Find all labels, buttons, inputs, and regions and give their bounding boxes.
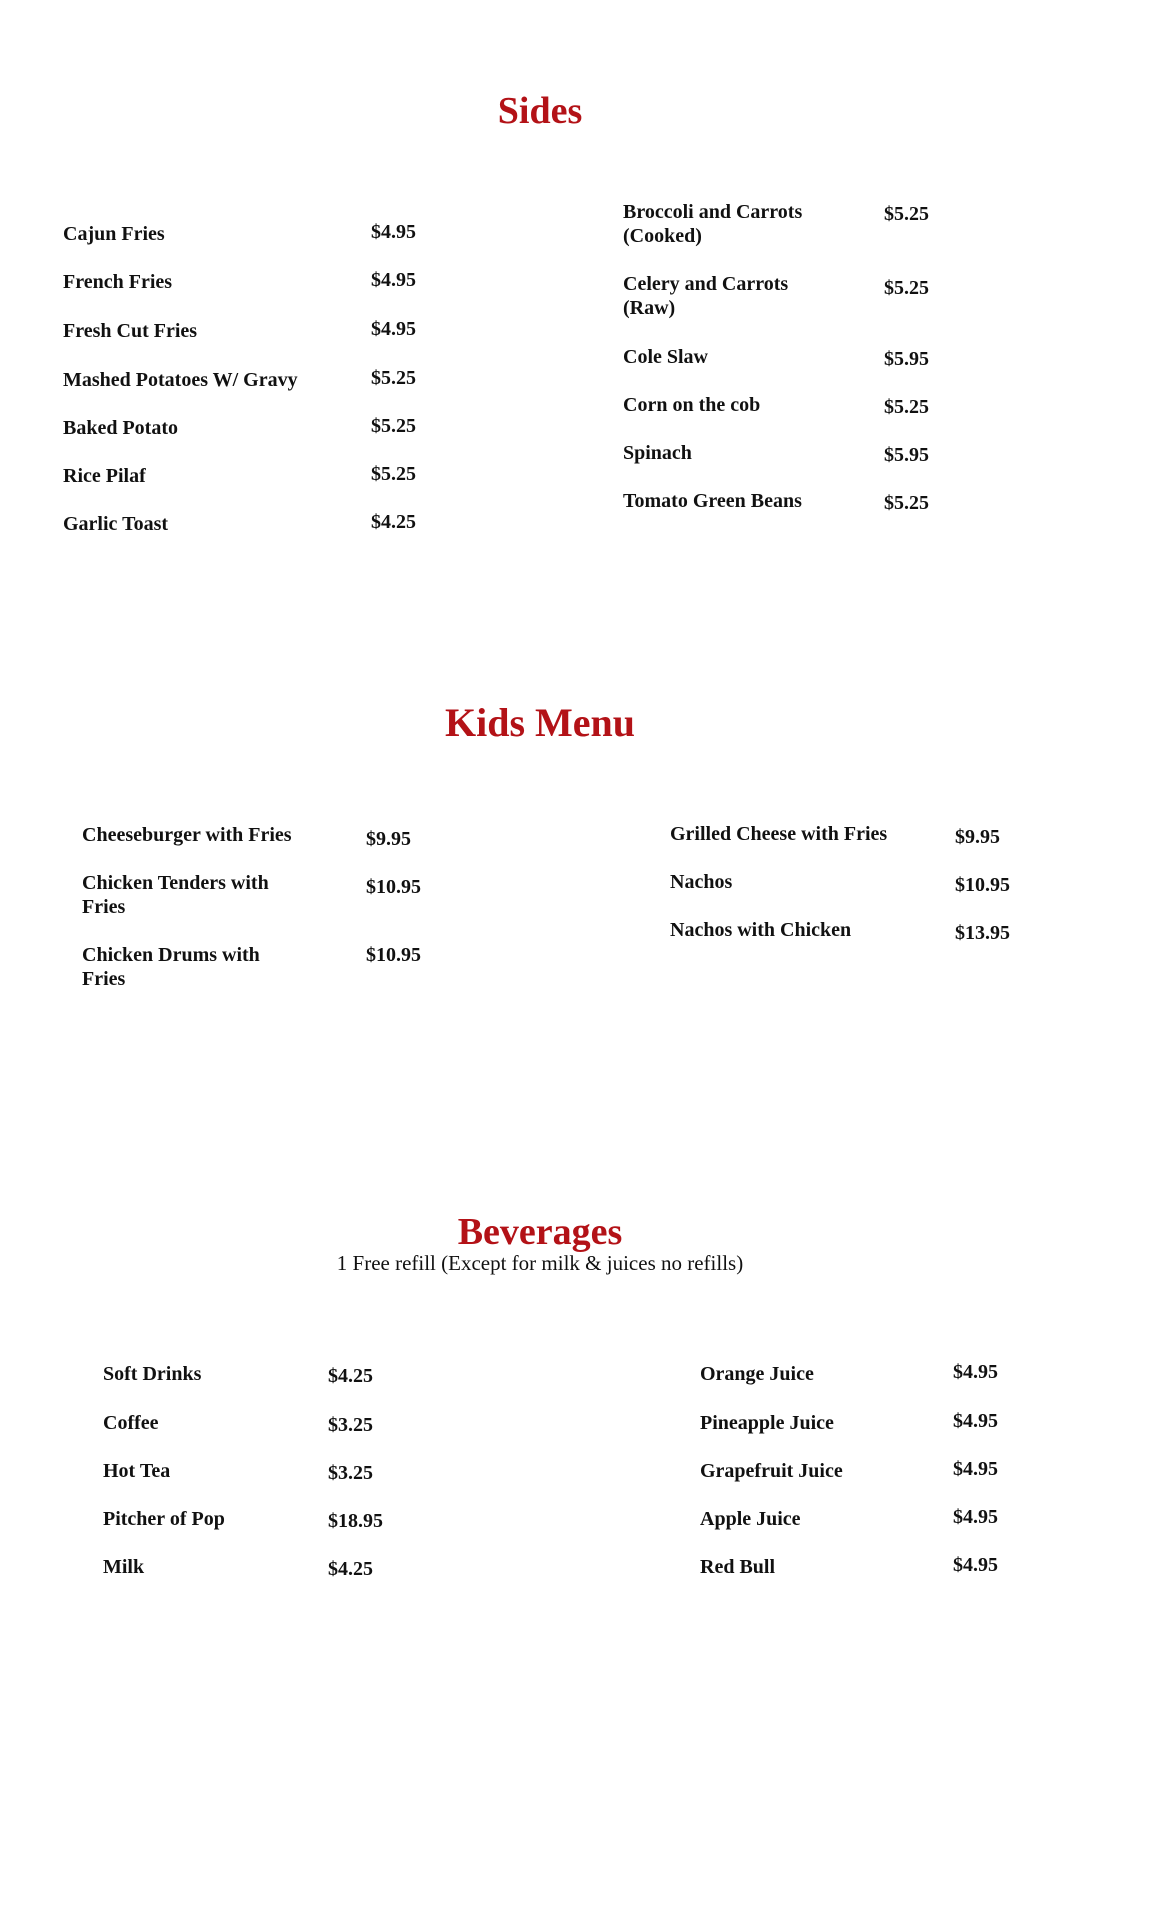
item-price: $5.25 — [884, 396, 929, 418]
item-name: Baked Potato — [63, 417, 178, 439]
menu-item — [700, 1411, 1080, 1459]
item-price: $10.95 — [366, 944, 421, 966]
sides-left-column — [63, 222, 443, 560]
item-price: $4.95 — [953, 1554, 998, 1576]
item-name: Grilled Cheese with Fries — [670, 823, 888, 845]
item-name: Pitcher of Pop — [103, 1508, 225, 1530]
item-name: Chicken Tenders with Fries — [82, 872, 269, 918]
menu-item — [82, 871, 462, 943]
menu-item — [82, 823, 462, 871]
menu-item — [623, 489, 1023, 537]
sides-heading: Sides — [497, 90, 583, 132]
menu-item — [623, 441, 1023, 489]
item-price: $10.95 — [955, 874, 1010, 896]
item-name: Broccoli and Carrots (Cooked) — [623, 201, 803, 247]
item-price: $18.95 — [328, 1510, 383, 1532]
item-name: Cole Slaw — [623, 346, 708, 368]
item-name: Coffee — [103, 1412, 159, 1434]
beverages-heading: Beverages — [457, 1211, 623, 1253]
item-price: $3.25 — [328, 1414, 373, 1436]
menu-item — [700, 1507, 1080, 1555]
item-price: $5.25 — [884, 277, 929, 299]
kids-right-column — [670, 822, 1070, 966]
menu-item — [103, 1411, 483, 1459]
kids-left-column — [82, 823, 462, 1015]
item-price: $4.95 — [953, 1410, 998, 1432]
menu-item — [103, 1362, 483, 1411]
menu-item — [63, 222, 443, 270]
item-name: Nachos with Chicken — [670, 919, 852, 941]
item-name: Tomato Green Beans — [623, 490, 802, 512]
item-price: $9.95 — [366, 828, 411, 850]
item-name: Orange Juice — [700, 1363, 814, 1385]
item-price: $9.95 — [955, 826, 1000, 848]
item-price: $4.95 — [371, 318, 416, 340]
item-name: French Fries — [63, 271, 173, 293]
menu-item — [700, 1459, 1080, 1507]
menu-item — [623, 393, 1023, 441]
menu-item — [103, 1555, 483, 1603]
item-name: Chicken Drums with Fries — [82, 944, 260, 990]
menu-item — [63, 416, 443, 464]
item-price: $4.25 — [371, 511, 416, 533]
item-price: $4.95 — [953, 1458, 998, 1480]
item-name: Celery and Carrots (Raw) — [623, 273, 789, 319]
item-name: Nachos — [670, 871, 733, 893]
item-price: $13.95 — [955, 922, 1010, 944]
item-price: $5.25 — [371, 415, 416, 437]
item-name: Corn on the cob — [623, 394, 761, 416]
beverages-refill-note: 1 Free refill (Except for milk & juices no refills) — [336, 1251, 744, 1275]
beverages-left-column — [103, 1362, 483, 1603]
item-price: $10.95 — [366, 876, 421, 898]
item-name: Milk — [103, 1556, 145, 1578]
menu-item — [670, 918, 1070, 966]
item-name: Cajun Fries — [63, 223, 165, 245]
item-price: $4.95 — [371, 269, 416, 291]
item-price: $5.95 — [884, 348, 929, 370]
item-name: Spinach — [623, 442, 692, 464]
menu-item — [700, 1362, 1080, 1411]
item-price: $4.25 — [328, 1365, 373, 1387]
item-price: $4.95 — [371, 221, 416, 243]
item-name: Cheeseburger with Fries — [82, 824, 292, 846]
menu-item — [103, 1459, 483, 1507]
item-price: $5.25 — [371, 463, 416, 485]
item-name: Hot Tea — [103, 1460, 171, 1482]
item-name: Red Bull — [700, 1556, 776, 1578]
item-name: Mashed Potatoes W/ Gravy — [63, 369, 298, 391]
sides-right-column — [623, 200, 1023, 537]
item-price: $4.25 — [328, 1558, 373, 1580]
menu-item — [63, 368, 443, 416]
item-name: Garlic Toast — [63, 513, 169, 535]
menu-item — [63, 464, 443, 512]
menu-item — [670, 870, 1070, 918]
kids-menu-heading: Kids Menu — [444, 700, 636, 745]
item-price: $5.25 — [884, 203, 929, 225]
menu-item — [103, 1507, 483, 1555]
item-name: Rice Pilaf — [63, 465, 146, 487]
menu-item — [623, 345, 1023, 393]
menu-item — [63, 319, 443, 368]
menu-item — [623, 272, 1023, 345]
menu-item — [700, 1555, 1080, 1603]
menu-item — [63, 270, 443, 319]
item-price: $4.95 — [953, 1506, 998, 1528]
menu-item — [623, 200, 1023, 272]
item-name: Apple Juice — [700, 1508, 801, 1530]
item-price: $5.25 — [371, 367, 416, 389]
item-price: $3.25 — [328, 1462, 373, 1484]
menu-item — [670, 822, 1070, 870]
menu-item — [63, 512, 443, 560]
item-name: Pineapple Juice — [700, 1412, 834, 1434]
item-name: Soft Drinks — [103, 1363, 202, 1385]
item-price: $5.95 — [884, 444, 929, 466]
item-name: Fresh Cut Fries — [63, 320, 198, 342]
menu-item — [82, 943, 462, 1015]
item-name: Grapefruit Juice — [700, 1460, 843, 1482]
beverages-right-column — [700, 1362, 1080, 1603]
item-price: $4.95 — [953, 1361, 998, 1383]
item-price: $5.25 — [884, 492, 929, 514]
